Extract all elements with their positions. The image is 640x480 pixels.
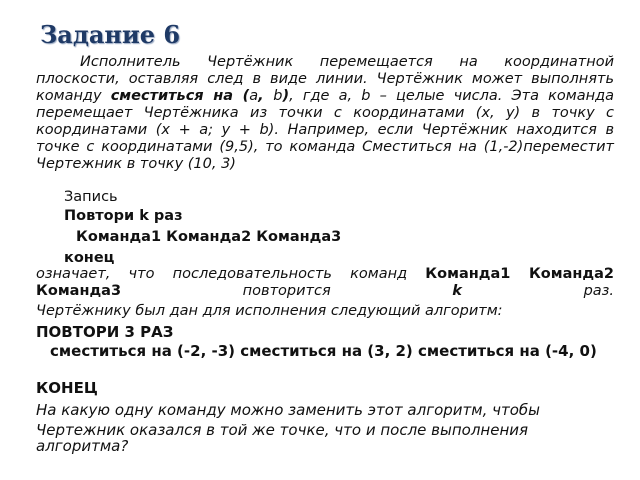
- given-text: Чертёжнику был дан для исполнения следующий алгоритм:: [36, 303, 503, 319]
- record-label: Запись: [64, 189, 118, 205]
- command-close: ): [282, 88, 290, 104]
- record-commands: Команда1 Команда2 Команда3: [76, 229, 342, 245]
- means-paragraph: [36, 266, 614, 300]
- means-text-2: повторится: [121, 283, 453, 299]
- algorithm-repeat: ПОВТОРИ 3 РАЗ: [36, 323, 174, 341]
- task-title: Задание 6: [40, 20, 181, 49]
- param-b: b: [273, 88, 283, 104]
- algorithm-commands: сместиться на (-2, -3) сместиться на (3, 2) сместиться на (-4, 0): [50, 342, 597, 360]
- param-a: a: [249, 88, 259, 104]
- command-name: сместиться на (: [110, 88, 250, 104]
- algorithm-end: КОНЕЦ: [36, 379, 98, 397]
- question-line-2: Чертежник оказался в той же точке, что и после выполнения алгоритма?: [36, 421, 529, 455]
- means-commands: Команда1 Команда2 Команда3: [36, 266, 615, 299]
- means-text-1: означает, что последовательность команд: [36, 266, 426, 282]
- intro-text-2: , где a, b – целые числа. Эта команда перемещает Чертёжника из точки с координатами (x, y) в точку с координатами (x + a; y + b). Например, если Чертёжник находится в точке с координатами (9,5), то команда Сместиться на (1,-2)переместит Чертежник в точку (10, 3): [36, 88, 614, 172]
- question-line-1: На какую одну команду можно заменить этот алгоритм, чтобы: [36, 401, 540, 419]
- intro-text-1: Исполнитель Чертёжник перемещается на координатной плоскости, оставляя след в виде линии. Чертёжник может выполнять команду: [36, 54, 614, 104]
- means-k: k: [452, 283, 462, 299]
- intro-paragraph: [36, 54, 614, 173]
- record-end: конец: [64, 250, 115, 266]
- param-comma: ,: [258, 88, 274, 104]
- record-repeat: Повтори k раз: [64, 208, 183, 224]
- means-text-3: раз.: [461, 283, 614, 299]
